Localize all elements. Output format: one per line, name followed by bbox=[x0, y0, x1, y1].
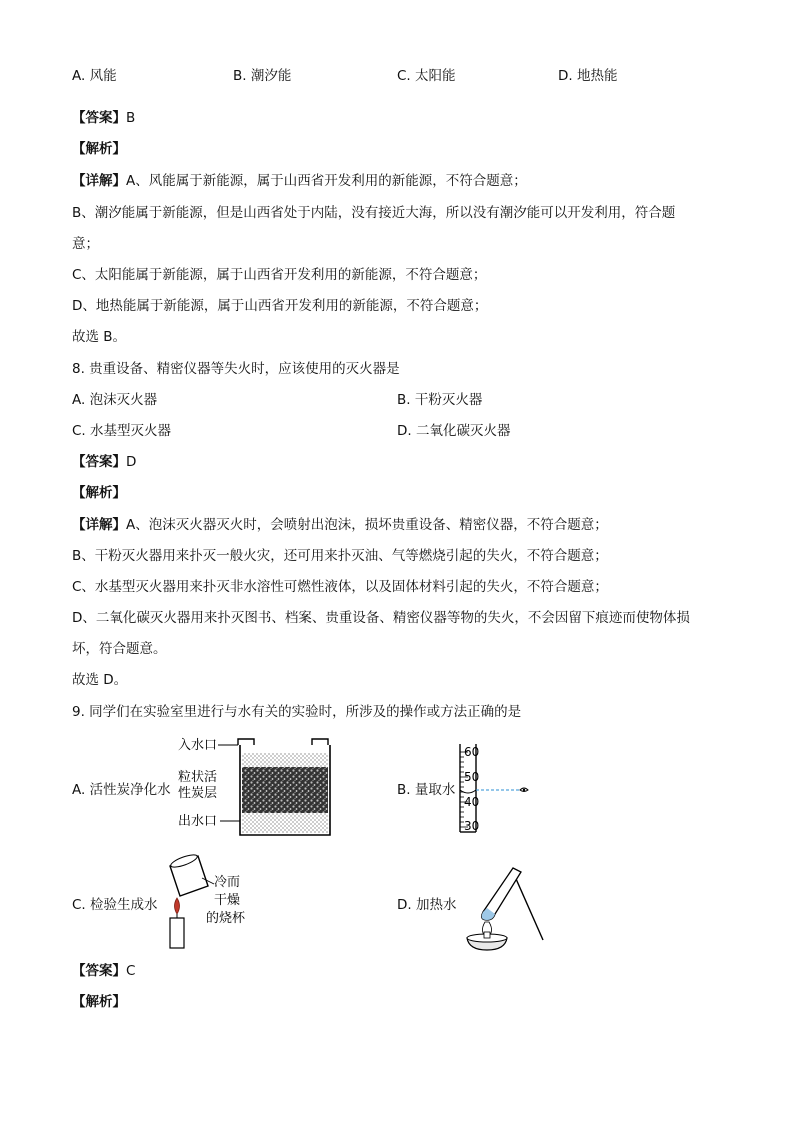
tick-marks bbox=[460, 752, 468, 827]
detail-tag: 【详解】 bbox=[72, 517, 126, 533]
q7-option-d: D. 地热能 bbox=[558, 68, 618, 84]
label-carbon-1: 粒状活 bbox=[178, 770, 218, 785]
q8-detail-c: C、水基型灭火器用来扑灭非水溶性可燃性液体，以及固体材料引起的失火，不符合题意； bbox=[72, 579, 608, 595]
label-dry: 干燥 bbox=[214, 893, 241, 908]
q7-detail-b1: B、潮汐能属于新能源，但是山西省处于内陆，没有接近大海，所以没有潮汐能可以开发利用，符合题 bbox=[72, 205, 676, 221]
figure-carbon-filter bbox=[172, 733, 340, 838]
meniscus bbox=[460, 790, 476, 793]
q8-detail-b: B、干粉灭火器用来扑灭一般火灾，还可用来扑灭油、气等燃烧引起的失火，不符合题意； bbox=[72, 548, 608, 564]
q9-option-b: B. 量取水 bbox=[397, 782, 456, 798]
tick-40: 40 bbox=[464, 795, 480, 809]
q8-detail-d2: 坏，符合题意。 bbox=[72, 641, 167, 657]
bottom-sand-layer bbox=[242, 813, 328, 833]
tick-60: 60 bbox=[464, 745, 480, 759]
q7-detail-c: C、太阳能属于新能源，属于山西省开发利用的新能源，不符合题意； bbox=[72, 267, 487, 283]
answer-value: B bbox=[126, 110, 136, 126]
answer-tag: 【答案】 bbox=[72, 454, 126, 470]
label-cold: 冷而 bbox=[214, 875, 241, 890]
detail-text: A、泡沫灭火器灭火时，会喷射出泡沫，损坏贵重设备、精密仪器，不符合题意； bbox=[126, 517, 608, 533]
figure-heating-test-tube bbox=[455, 858, 555, 953]
detail-tag: 【详解】 bbox=[72, 173, 126, 189]
tick-30: 30 bbox=[464, 819, 480, 833]
answer-value: D bbox=[126, 454, 137, 470]
q8-analysis-tag: 【解析】 bbox=[72, 485, 126, 501]
q9-answer bbox=[72, 962, 135, 980]
eye-pupil bbox=[523, 789, 525, 791]
candle bbox=[170, 918, 184, 948]
q7-detail-a bbox=[72, 172, 527, 190]
q8-stem: 8. 贵重设备、精密仪器等失火时，应该使用的灭火器是 bbox=[72, 361, 400, 377]
q8-option-b: B. 干粉灭火器 bbox=[397, 392, 483, 408]
q7-option-b: B. 潮汐能 bbox=[233, 68, 292, 84]
q9-option-c: C. 检验生成水 bbox=[72, 897, 158, 913]
q8-detail-d1: D、二氧化碳灭火器用来扑灭图书、档案、贵重设备、精密仪器等物的失火，不会因留下痕迹而使物体损 bbox=[72, 610, 690, 626]
label-carbon-2: 性炭层 bbox=[178, 786, 218, 801]
q9-option-a: A. 活性炭净化水 bbox=[72, 782, 171, 798]
figure-graduated-cylinder bbox=[446, 740, 536, 836]
label-beaker: 的烧杯 bbox=[206, 911, 246, 926]
top-lip bbox=[312, 739, 328, 745]
lamp-wick-holder bbox=[484, 932, 490, 938]
q8-detail-a bbox=[72, 516, 608, 534]
flame-icon bbox=[175, 898, 180, 914]
label-outlet: 出水口 bbox=[178, 814, 218, 829]
top-sand-layer bbox=[242, 753, 328, 767]
q9-stem: 9. 同学们在实验室里进行与水有关的实验时，所涉及的操作或方法正确的是 bbox=[72, 704, 522, 720]
answer-tag: 【答案】 bbox=[72, 110, 126, 126]
q7-option-c: C. 太阳能 bbox=[397, 68, 456, 84]
answer-value: C bbox=[126, 963, 136, 979]
q8-answer bbox=[72, 453, 136, 471]
q7-detail-b2: 意； bbox=[72, 236, 99, 252]
detail-text: A、风能属于新能源，属于山西省开发利用的新能源，不符合题意； bbox=[126, 173, 527, 189]
q7-conclusion: 故选 B。 bbox=[72, 329, 127, 345]
q7-analysis-tag: 【解析】 bbox=[72, 141, 126, 157]
q9-option-d: D. 加热水 bbox=[397, 897, 457, 913]
carbon-layer bbox=[242, 767, 328, 813]
q7-detail-d: D、地热能属于新能源，属于山西省开发利用的新能源，不符合题意； bbox=[72, 298, 488, 314]
figure-candle-beaker bbox=[152, 852, 262, 952]
q8-option-d: D. 二氧化碳灭火器 bbox=[397, 423, 511, 439]
q8-option-c: C. 水基型灭火器 bbox=[72, 423, 172, 439]
q9-analysis-tag: 【解析】 bbox=[72, 994, 126, 1010]
answer-tag: 【答案】 bbox=[72, 963, 126, 979]
q8-option-a: A. 泡沫灭火器 bbox=[72, 392, 158, 408]
label-inlet: 入水口 bbox=[178, 738, 218, 753]
q8-conclusion: 故选 D。 bbox=[72, 672, 128, 688]
test-tube-holder bbox=[513, 872, 543, 940]
tick-50: 50 bbox=[464, 770, 480, 784]
q7-option-a: A. 风能 bbox=[72, 68, 117, 84]
inlet-pipe bbox=[238, 739, 254, 745]
q7-answer bbox=[72, 109, 135, 127]
